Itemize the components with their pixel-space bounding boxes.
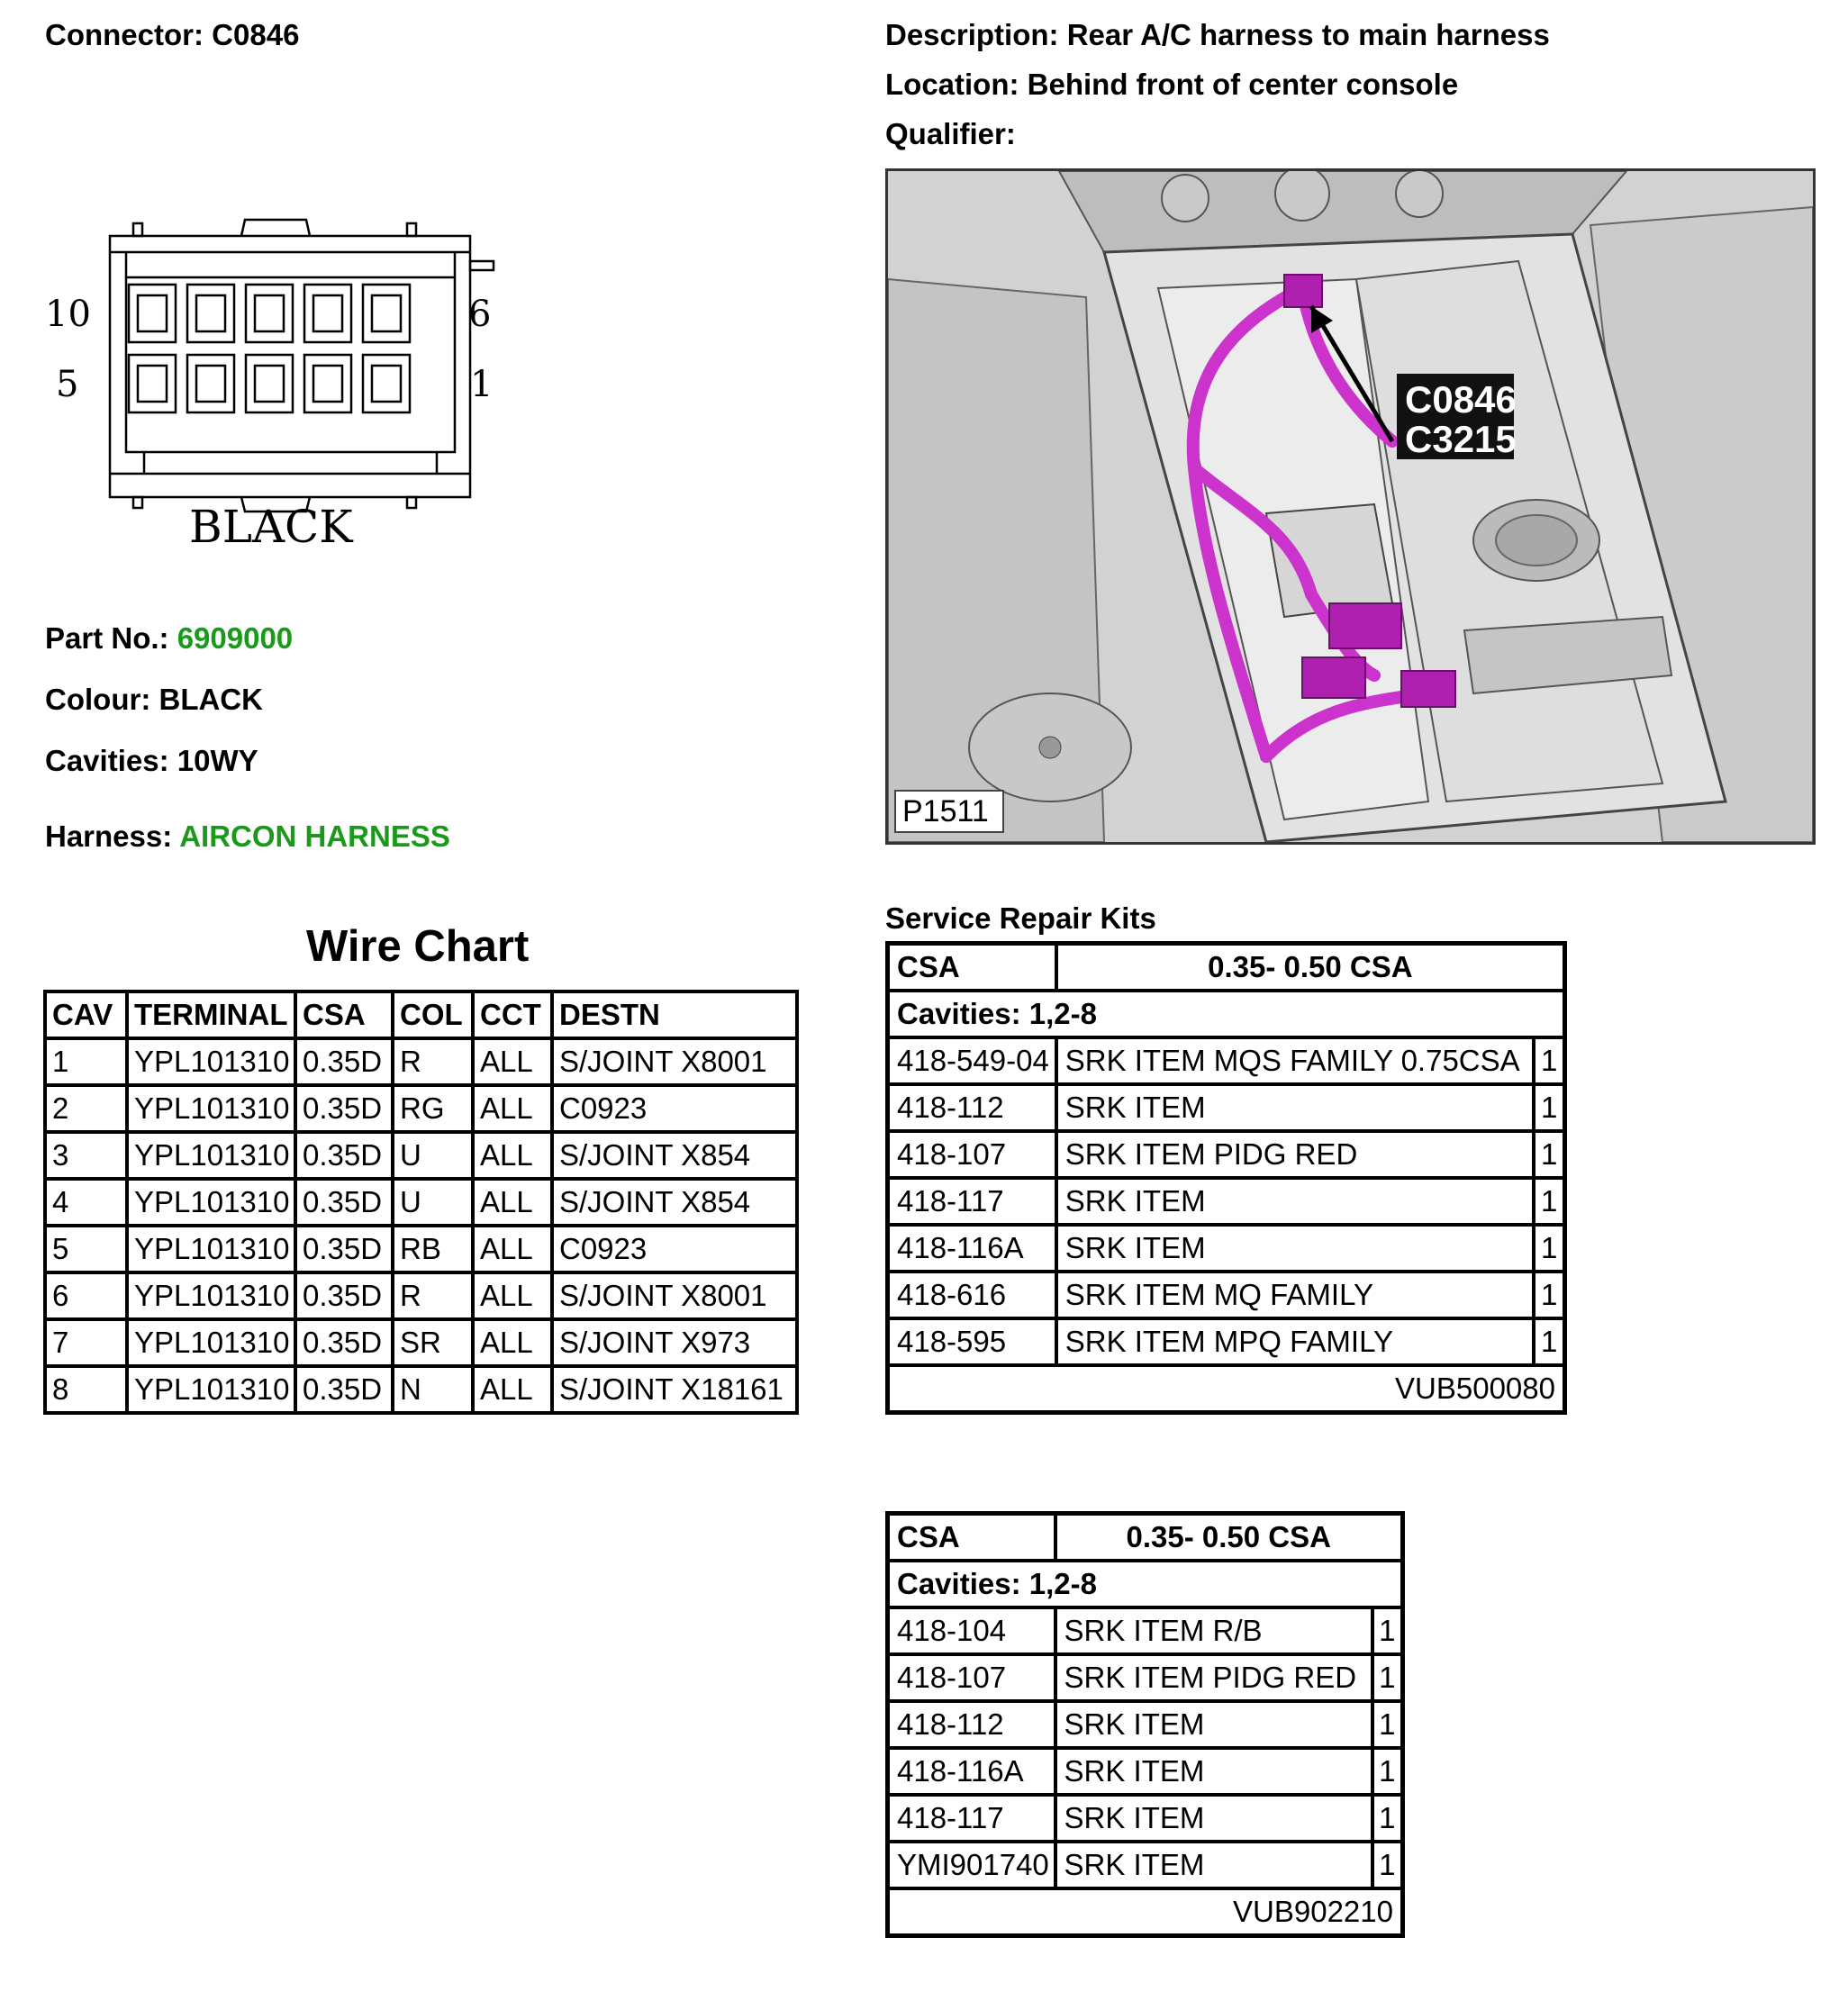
kit-number-row: [888, 1888, 1403, 1936]
kit-part-number: YMI901740: [888, 1842, 1055, 1888]
list-item: [888, 1748, 1403, 1795]
kit-part-number: 418-107: [888, 1131, 1056, 1178]
part-number-line: [45, 623, 293, 653]
cav-cell: 5: [45, 1226, 127, 1272]
csa-cell: 0.35D: [295, 1132, 393, 1179]
csa-cell: 0.35D: [295, 1366, 393, 1413]
destn-cell: S/JOINT X973: [552, 1319, 797, 1366]
header-terminal: TERMINAL: [127, 991, 295, 1038]
destn-cell: S/JOINT X8001: [552, 1272, 797, 1319]
kit-part-qty: 1: [1534, 1272, 1564, 1318]
col-cell: R: [393, 1038, 473, 1085]
destn-cell: S/JOINT X18161: [552, 1366, 797, 1413]
kit-part-number: 418-616: [888, 1272, 1056, 1318]
harness-label: Harness:: [45, 819, 173, 853]
cct-cell: ALL: [473, 1132, 552, 1179]
pin-label-5: 5: [56, 364, 79, 405]
list-item: [888, 1795, 1403, 1842]
kit-part-number: 418-112: [888, 1084, 1056, 1131]
kit-part-qty: 1: [1534, 1178, 1564, 1225]
kit-part-qty: 1: [1372, 1607, 1403, 1654]
terminal-cell: YPL101310: [127, 1085, 295, 1132]
harness-line: [45, 821, 450, 851]
csa-cell: 0.35D: [295, 1319, 393, 1366]
repair-kit-table-1: [885, 941, 1567, 1415]
kit-part-number: 418-116A: [888, 1225, 1056, 1272]
kit-part-qty: 1: [1534, 1318, 1564, 1365]
kit-part-desc: SRK ITEM R/B: [1055, 1607, 1372, 1654]
cav-cell: 6: [45, 1272, 127, 1319]
colour-label: Colour:: [45, 683, 151, 716]
cct-cell: ALL: [473, 1179, 552, 1226]
kit-cavities-row: [888, 1561, 1403, 1607]
pin-label-1: 1: [470, 364, 494, 405]
kit-number: VUB500080: [888, 1365, 1565, 1413]
csa-cell: 0.35D: [295, 1038, 393, 1085]
callout-c0846: C0846: [1405, 378, 1517, 421]
list-item: [888, 1037, 1565, 1084]
location-label: Location:: [885, 68, 1019, 101]
kit-part-desc: SRK ITEM: [1055, 1701, 1372, 1748]
list-item: [888, 1318, 1565, 1365]
cav-cell: 3: [45, 1132, 127, 1179]
kit-part-desc: SRK ITEM: [1055, 1748, 1372, 1795]
cct-cell: ALL: [473, 1085, 552, 1132]
cav-cell: 1: [45, 1038, 127, 1085]
csa-label: CSA: [888, 944, 1056, 991]
connector-colour-text: BLACK: [189, 501, 353, 553]
cct-cell: ALL: [473, 1366, 552, 1413]
kit-part-desc: SRK ITEM MQS FAMILY 0.75CSA: [1056, 1037, 1535, 1084]
kit-cavities: Cavities: 1,2-8: [888, 991, 1565, 1037]
kit-number-row: [888, 1365, 1565, 1413]
location-photo: [885, 168, 1816, 845]
description-line: [885, 20, 1550, 50]
csa-cell: 0.35D: [295, 1226, 393, 1272]
wire-chart-header-row: [45, 991, 797, 1038]
list-item: [888, 1225, 1565, 1272]
kit-part-number: 418-107: [888, 1654, 1055, 1701]
col-cell: U: [393, 1179, 473, 1226]
terminal-cell: YPL101310: [127, 1132, 295, 1179]
pin-label-10: 10: [45, 294, 91, 335]
kit-part-qty: 1: [1372, 1842, 1403, 1888]
table-row: [45, 1085, 797, 1132]
wire-chart-title: Wire Chart: [306, 922, 530, 971]
col-cell: RG: [393, 1085, 473, 1132]
header-destn: DESTN: [552, 991, 797, 1038]
table-row: [45, 1319, 797, 1366]
kit-part-desc: SRK ITEM: [1056, 1178, 1535, 1225]
table-row: [45, 1132, 797, 1179]
cavities-label: Cavities:: [45, 744, 169, 777]
kit-part-qty: 1: [1372, 1701, 1403, 1748]
table-row: [45, 1272, 797, 1319]
figure-id: P1511: [902, 794, 989, 828]
qualifier-label: Qualifier:: [885, 117, 1016, 150]
kit-part-number: 418-112: [888, 1701, 1055, 1748]
qualifier-line: [885, 119, 1016, 149]
terminal-cell: YPL101310: [127, 1272, 295, 1319]
part-number-link[interactable]: 6909000: [177, 621, 294, 655]
csa-cell: 0.35D: [295, 1085, 393, 1132]
pin-label-6: 6: [468, 294, 492, 335]
list-item: [888, 1842, 1403, 1888]
kit-part-desc: SRK ITEM MPQ FAMILY: [1056, 1318, 1535, 1365]
list-item: [888, 1131, 1565, 1178]
kit-part-number: 418-117: [888, 1795, 1055, 1842]
harness-link[interactable]: AIRCON HARNESS: [179, 819, 450, 853]
list-item: [888, 1178, 1565, 1225]
repair-kit-table-2: [885, 1511, 1405, 1938]
destn-cell: S/JOINT X854: [552, 1179, 797, 1226]
cav-cell: 7: [45, 1319, 127, 1366]
kit-part-desc: SRK ITEM: [1056, 1225, 1535, 1272]
cct-cell: ALL: [473, 1272, 552, 1319]
terminal-cell: YPL101310: [127, 1366, 295, 1413]
col-cell: SR: [393, 1319, 473, 1366]
kit-part-desc: SRK ITEM: [1055, 1842, 1372, 1888]
list-item: [888, 1084, 1565, 1131]
csa-value: 0.35- 0.50 CSA: [1056, 944, 1565, 991]
terminal-cell: YPL101310: [127, 1038, 295, 1085]
kit-part-desc: SRK ITEM PIDG RED: [1056, 1131, 1535, 1178]
cavities-line: [45, 746, 258, 775]
kit-part-number: 418-117: [888, 1178, 1056, 1225]
terminal-cell: YPL101310: [127, 1319, 295, 1366]
col-cell: R: [393, 1272, 473, 1319]
destn-cell: S/JOINT X854: [552, 1132, 797, 1179]
list-item: [888, 1701, 1403, 1748]
kit-part-number: 418-595: [888, 1318, 1056, 1365]
csa-cell: 0.35D: [295, 1272, 393, 1319]
description-label: Description:: [885, 18, 1059, 51]
kit-part-desc: SRK ITEM: [1055, 1795, 1372, 1842]
terminal-cell: YPL101310: [127, 1226, 295, 1272]
header-cav: CAV: [45, 991, 127, 1038]
csa-label: CSA: [888, 1514, 1055, 1562]
callout-c3215: C3215: [1405, 418, 1517, 460]
kit-part-number: 418-549-04: [888, 1037, 1056, 1084]
table-row: [45, 1226, 797, 1272]
cav-cell: 2: [45, 1085, 127, 1132]
colour-value: BLACK: [159, 683, 263, 716]
wire-chart-table: [43, 990, 799, 1415]
connector-heading: [45, 20, 299, 50]
header-cct: CCT: [473, 991, 552, 1038]
terminal-cell: YPL101310: [127, 1179, 295, 1226]
kit-header-row: [888, 944, 1565, 991]
table-row: [45, 1038, 797, 1085]
kit-header-row: [888, 1514, 1403, 1562]
colour-line: [45, 684, 263, 714]
csa-value: 0.35- 0.50 CSA: [1055, 1514, 1403, 1562]
list-item: [888, 1607, 1403, 1654]
cav-cell: 8: [45, 1366, 127, 1413]
kit-part-number: 418-116A: [888, 1748, 1055, 1795]
cavity-grid: [129, 285, 410, 412]
col-cell: U: [393, 1132, 473, 1179]
table-row: [45, 1366, 797, 1413]
cavities-value: 10WY: [177, 744, 258, 777]
kit-part-qty: 1: [1534, 1225, 1564, 1272]
kit-cavities: Cavities: 1,2-8: [888, 1561, 1403, 1607]
kit-part-desc: SRK ITEM: [1056, 1084, 1535, 1131]
kit-cavities-row: [888, 991, 1565, 1037]
cct-cell: ALL: [473, 1319, 552, 1366]
destn-cell: C0923: [552, 1226, 797, 1272]
destn-cell: S/JOINT X8001: [552, 1038, 797, 1085]
kit-number: VUB902210: [888, 1888, 1403, 1936]
list-item: [888, 1654, 1403, 1701]
cct-cell: ALL: [473, 1226, 552, 1272]
connector-face-diagram: [36, 207, 504, 567]
col-cell: RB: [393, 1226, 473, 1272]
cct-cell: ALL: [473, 1038, 552, 1085]
csa-cell: 0.35D: [295, 1179, 393, 1226]
kit-part-qty: 1: [1534, 1037, 1564, 1084]
kit-part-qty: 1: [1372, 1748, 1403, 1795]
table-row: [45, 1179, 797, 1226]
kit-part-desc: SRK ITEM PIDG RED: [1055, 1654, 1372, 1701]
connector-label: Connector:: [45, 18, 204, 51]
header-csa: CSA: [295, 991, 393, 1038]
location-line: [885, 69, 1458, 99]
location-value: Behind front of center console: [1027, 68, 1459, 101]
col-cell: N: [393, 1366, 473, 1413]
service-repair-kits-title: Service Repair Kits: [885, 901, 1156, 935]
cav-cell: 4: [45, 1179, 127, 1226]
kit-part-number: 418-104: [888, 1607, 1055, 1654]
part-number-label: Part No.:: [45, 621, 169, 655]
console-illustration: [888, 171, 1813, 842]
header-col: COL: [393, 991, 473, 1038]
connector-id: C0846: [212, 18, 300, 51]
description-value: Rear A/C harness to main harness: [1066, 18, 1550, 51]
kit-part-qty: 1: [1372, 1795, 1403, 1842]
list-item: [888, 1272, 1565, 1318]
kit-part-desc: SRK ITEM MQ FAMILY: [1056, 1272, 1535, 1318]
kit-part-qty: 1: [1534, 1084, 1564, 1131]
kit-part-qty: 1: [1534, 1131, 1564, 1178]
kit-part-qty: 1: [1372, 1654, 1403, 1701]
destn-cell: C0923: [552, 1085, 797, 1132]
